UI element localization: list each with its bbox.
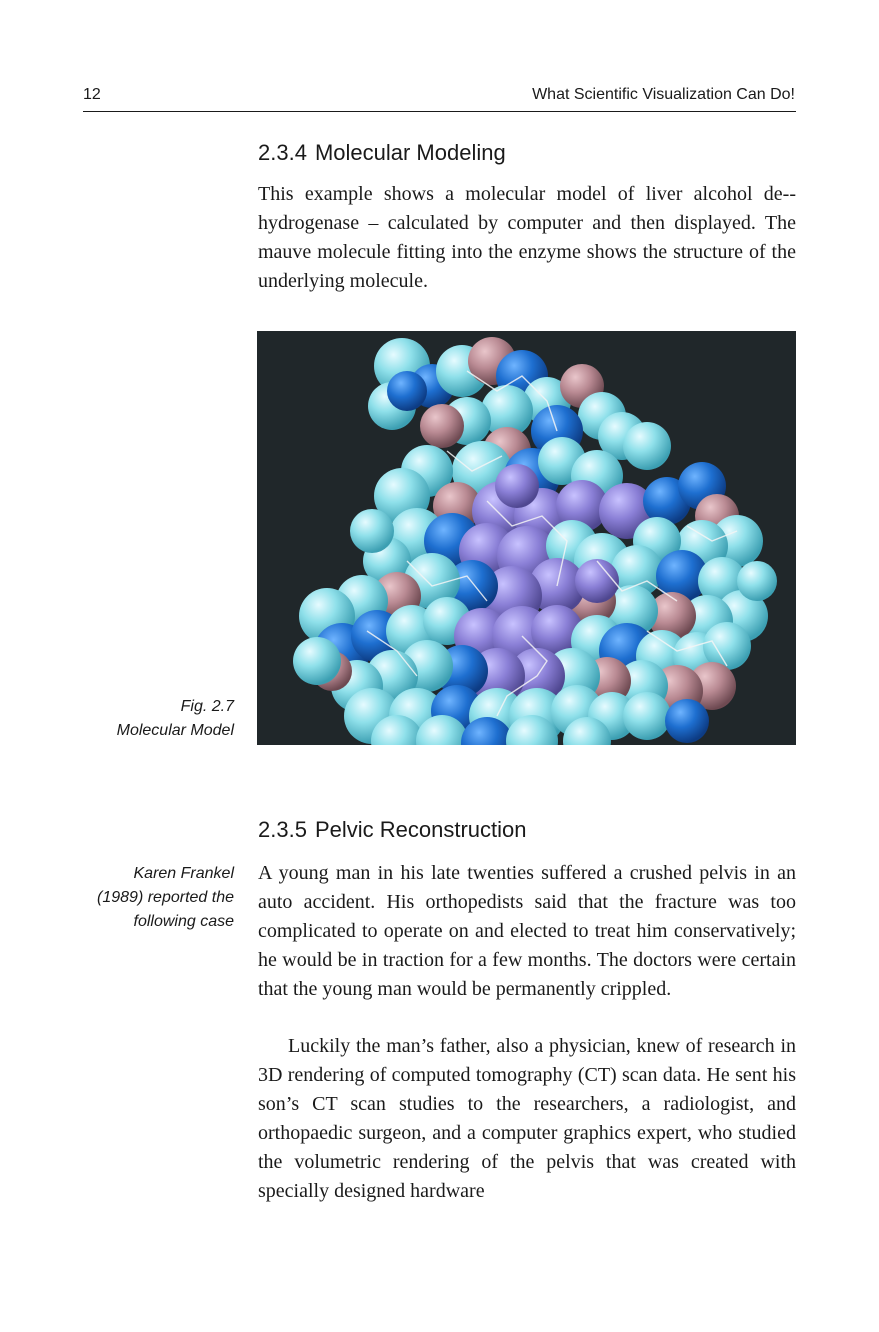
running-head: What Scientific Visualization Can Do! [532,86,795,103]
margin-note-line: following case [133,913,234,930]
section-number: 2.3.5 [258,817,307,842]
section-heading-pelvic-reconstruction [258,817,526,843]
mauve-atom [495,464,539,508]
caption-label: Fig. 2.7 [180,698,234,715]
pelvic-reconstruction-paragraph-2: Luckily the man’s father, also a physician, knew of research in 3D rendering of computed tomography (CT) scan data. He sent his son’s CT scan studies to the researchers, a radiologist, and orthopaedic surgeon, and a computer graphics expert, who studied the volumetric rendering of the pelvis that was created with specially designed hardware [258,1035,796,1202]
margin-note [64,862,234,934]
caption-title: Molecular Model [116,722,234,739]
molecular-model-image [257,331,796,745]
page-number: 12 [83,86,101,103]
figure-caption [64,695,234,743]
cyan-atom [293,637,341,685]
molecular-modeling-paragraph: This example shows a molecular model of liver alcohol de-hydrogenase – calculated by computer and then displayed. The mauve molecule fitting into the enzyme shows the structure of the underlying molecule. [258,183,796,292]
mauve-atom [575,559,619,603]
cyan-atom [623,692,671,740]
blue-atom [665,699,709,743]
molecular-model-figure [257,331,796,745]
cyan-atom [350,509,394,553]
rose-atom [420,404,464,448]
cyan-atom [623,422,671,470]
margin-note-line: Karen Frankel [133,865,234,882]
section-title: Molecular Modeling [314,140,506,165]
atom-spheres [293,337,777,745]
section-heading-molecular-modeling [258,140,506,166]
section-title: Pelvic Reconstruction [314,817,527,842]
cyan-atom [737,561,777,601]
pelvic-reconstruction-paragraph-1: A young man in his late twenties suffered a crushed pelvis in an auto accident. His orthopedists said that the fracture was too complicated to operate on and elected to treat him conservatively; he would be in traction for a few months. The doctors were certain that the young man would be permanently crippled. [258,862,796,1000]
header-rule [83,111,796,112]
blue-atom [387,371,427,411]
margin-note-line: (1989) reported the [97,889,234,906]
section-number: 2.3.4 [258,140,307,165]
